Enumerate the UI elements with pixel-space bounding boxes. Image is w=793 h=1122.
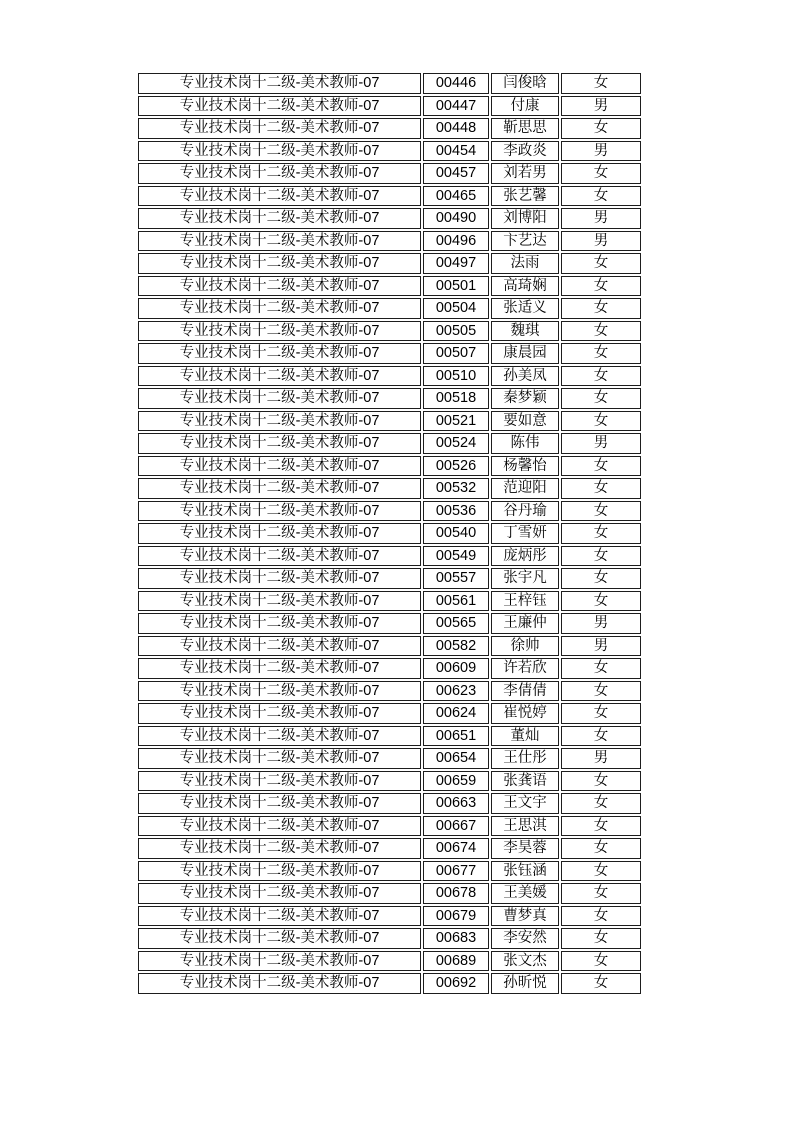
cell-gender: 女 <box>561 523 641 544</box>
cell-position: 专业技术岗十二级-美术教师-07 <box>138 546 421 567</box>
cell-gender: 男 <box>561 141 641 162</box>
cell-gender: 女 <box>561 366 641 387</box>
cell-position: 专业技术岗十二级-美术教师-07 <box>138 636 421 657</box>
cell-number: 00536 <box>423 501 489 522</box>
cell-name: 魏琪 <box>491 321 559 342</box>
cell-gender: 女 <box>561 726 641 747</box>
cell-name: 范迎阳 <box>491 478 559 499</box>
cell-gender: 女 <box>561 658 641 679</box>
cell-position: 专业技术岗十二级-美术教师-07 <box>138 906 421 927</box>
cell-gender: 男 <box>561 96 641 117</box>
table-row <box>138 973 641 994</box>
cell-gender: 女 <box>561 838 641 859</box>
table-row <box>138 433 641 454</box>
cell-position: 专业技术岗十二级-美术教师-07 <box>138 883 421 904</box>
cell-position: 专业技术岗十二级-美术教师-07 <box>138 456 421 477</box>
cell-name: 法雨 <box>491 253 559 274</box>
cell-gender: 女 <box>561 951 641 972</box>
cell-gender: 女 <box>561 906 641 927</box>
cell-number: 00507 <box>423 343 489 364</box>
cell-name: 张龚语 <box>491 771 559 792</box>
cell-number: 00521 <box>423 411 489 432</box>
cell-name: 王廉仲 <box>491 613 559 634</box>
cell-name: 李昊蓉 <box>491 838 559 859</box>
cell-position: 专业技术岗十二级-美术教师-07 <box>138 568 421 589</box>
cell-name: 张宇凡 <box>491 568 559 589</box>
cell-position: 专业技术岗十二级-美术教师-07 <box>138 141 421 162</box>
cell-number: 00623 <box>423 681 489 702</box>
cell-number: 00526 <box>423 456 489 477</box>
cell-position: 专业技术岗十二级-美术教师-07 <box>138 73 421 94</box>
cell-number: 00689 <box>423 951 489 972</box>
cell-name: 李安然 <box>491 928 559 949</box>
cell-name: 王文宇 <box>491 793 559 814</box>
table-row <box>138 253 641 274</box>
cell-number: 00540 <box>423 523 489 544</box>
cell-name: 李倩倩 <box>491 681 559 702</box>
cell-position: 专业技术岗十二级-美术教师-07 <box>138 388 421 409</box>
cell-gender: 女 <box>561 73 641 94</box>
table-row <box>138 366 641 387</box>
cell-number: 00667 <box>423 816 489 837</box>
table-row <box>138 816 641 837</box>
cell-name: 庞炳彤 <box>491 546 559 567</box>
cell-number: 00654 <box>423 748 489 769</box>
table-row <box>138 613 641 634</box>
cell-position: 专业技术岗十二级-美术教师-07 <box>138 771 421 792</box>
cell-position: 专业技术岗十二级-美术教师-07 <box>138 186 421 207</box>
table-row <box>138 726 641 747</box>
cell-gender: 女 <box>561 321 641 342</box>
cell-number: 00565 <box>423 613 489 634</box>
cell-number: 00679 <box>423 906 489 927</box>
table-row <box>138 73 641 94</box>
cell-name: 王梓钰 <box>491 591 559 612</box>
table-row <box>138 591 641 612</box>
table-row <box>138 748 641 769</box>
cell-position: 专业技术岗十二级-美术教师-07 <box>138 478 421 499</box>
cell-position: 专业技术岗十二级-美术教师-07 <box>138 321 421 342</box>
cell-number: 00561 <box>423 591 489 612</box>
table-row <box>138 298 641 319</box>
table-row <box>138 163 641 184</box>
cell-name: 董灿 <box>491 726 559 747</box>
cell-number: 00609 <box>423 658 489 679</box>
cell-number: 00501 <box>423 276 489 297</box>
cell-name: 高琦娴 <box>491 276 559 297</box>
cell-position: 专业技术岗十二级-美术教师-07 <box>138 523 421 544</box>
cell-name: 谷丹瑜 <box>491 501 559 522</box>
cell-number: 00624 <box>423 703 489 724</box>
table-row <box>138 411 641 432</box>
cell-gender: 女 <box>561 118 641 139</box>
cell-gender: 女 <box>561 793 641 814</box>
cell-number: 00532 <box>423 478 489 499</box>
cell-name: 杨馨怡 <box>491 456 559 477</box>
cell-number: 00497 <box>423 253 489 274</box>
cell-gender: 女 <box>561 771 641 792</box>
cell-position: 专业技术岗十二级-美术教师-07 <box>138 838 421 859</box>
cell-position: 专业技术岗十二级-美术教师-07 <box>138 816 421 837</box>
cell-position: 专业技术岗十二级-美术教师-07 <box>138 703 421 724</box>
table-row <box>138 861 641 882</box>
cell-gender: 女 <box>561 591 641 612</box>
table-row <box>138 141 641 162</box>
cell-number: 00448 <box>423 118 489 139</box>
cell-name: 陈伟 <box>491 433 559 454</box>
cell-position: 专业技术岗十二级-美术教师-07 <box>138 433 421 454</box>
cell-number: 00549 <box>423 546 489 567</box>
cell-name: 曹梦真 <box>491 906 559 927</box>
cell-position: 专业技术岗十二级-美术教师-07 <box>138 726 421 747</box>
cell-name: 张艺馨 <box>491 186 559 207</box>
cell-position: 专业技术岗十二级-美术教师-07 <box>138 118 421 139</box>
cell-position: 专业技术岗十二级-美术教师-07 <box>138 613 421 634</box>
cell-name: 刘若男 <box>491 163 559 184</box>
cell-number: 00496 <box>423 231 489 252</box>
cell-position: 专业技术岗十二级-美术教师-07 <box>138 681 421 702</box>
cell-position: 专业技术岗十二级-美术教师-07 <box>138 208 421 229</box>
cell-name: 康晨园 <box>491 343 559 364</box>
table-row <box>138 456 641 477</box>
cell-number: 00457 <box>423 163 489 184</box>
table-row <box>138 546 641 567</box>
cell-gender: 男 <box>561 231 641 252</box>
cell-name: 卞艺达 <box>491 231 559 252</box>
cell-gender: 女 <box>561 928 641 949</box>
table-row <box>138 208 641 229</box>
cell-number: 00447 <box>423 96 489 117</box>
cell-gender: 女 <box>561 681 641 702</box>
cell-number: 00505 <box>423 321 489 342</box>
table-row <box>138 388 641 409</box>
table-row <box>138 906 641 927</box>
table-row <box>138 951 641 972</box>
cell-name: 刘博阳 <box>491 208 559 229</box>
cell-gender: 女 <box>561 501 641 522</box>
cell-number: 00454 <box>423 141 489 162</box>
cell-gender: 女 <box>561 973 641 994</box>
cell-number: 00692 <box>423 973 489 994</box>
cell-name: 王仕彤 <box>491 748 559 769</box>
cell-gender: 女 <box>561 276 641 297</box>
cell-position: 专业技术岗十二级-美术教师-07 <box>138 231 421 252</box>
cell-name: 丁雪妍 <box>491 523 559 544</box>
cell-position: 专业技术岗十二级-美术教师-07 <box>138 411 421 432</box>
cell-gender: 男 <box>561 433 641 454</box>
cell-name: 靳思思 <box>491 118 559 139</box>
cell-gender: 男 <box>561 748 641 769</box>
cell-name: 崔悦婷 <box>491 703 559 724</box>
cell-gender: 女 <box>561 163 641 184</box>
cell-name: 张文杰 <box>491 951 559 972</box>
cell-number: 00674 <box>423 838 489 859</box>
roster-table-body <box>138 73 641 994</box>
cell-gender: 女 <box>561 343 641 364</box>
cell-position: 专业技术岗十二级-美术教师-07 <box>138 748 421 769</box>
cell-position: 专业技术岗十二级-美术教师-07 <box>138 253 421 274</box>
cell-gender: 女 <box>561 861 641 882</box>
cell-number: 00651 <box>423 726 489 747</box>
cell-position: 专业技术岗十二级-美术教师-07 <box>138 343 421 364</box>
cell-name: 王思淇 <box>491 816 559 837</box>
cell-name: 张适义 <box>491 298 559 319</box>
cell-name: 秦梦颖 <box>491 388 559 409</box>
cell-number: 00582 <box>423 636 489 657</box>
table-row <box>138 523 641 544</box>
cell-position: 专业技术岗十二级-美术教师-07 <box>138 163 421 184</box>
table-row <box>138 838 641 859</box>
cell-gender: 女 <box>561 456 641 477</box>
table-row <box>138 928 641 949</box>
cell-gender: 男 <box>561 613 641 634</box>
cell-number: 00510 <box>423 366 489 387</box>
cell-gender: 男 <box>561 636 641 657</box>
roster-table <box>136 71 643 996</box>
cell-position: 专业技术岗十二级-美术教师-07 <box>138 928 421 949</box>
cell-gender: 女 <box>561 816 641 837</box>
cell-number: 00446 <box>423 73 489 94</box>
table-row <box>138 501 641 522</box>
cell-name: 要如意 <box>491 411 559 432</box>
cell-gender: 女 <box>561 388 641 409</box>
table-row <box>138 681 641 702</box>
cell-number: 00504 <box>423 298 489 319</box>
cell-name: 王美媛 <box>491 883 559 904</box>
table-row <box>138 883 641 904</box>
cell-position: 专业技术岗十二级-美术教师-07 <box>138 591 421 612</box>
table-row <box>138 276 641 297</box>
cell-name: 徐帅 <box>491 636 559 657</box>
cell-number: 00518 <box>423 388 489 409</box>
table-row <box>138 703 641 724</box>
table-row <box>138 568 641 589</box>
cell-number: 00465 <box>423 186 489 207</box>
cell-position: 专业技术岗十二级-美术教师-07 <box>138 276 421 297</box>
cell-position: 专业技术岗十二级-美术教师-07 <box>138 366 421 387</box>
table-row <box>138 658 641 679</box>
cell-position: 专业技术岗十二级-美术教师-07 <box>138 951 421 972</box>
table-row <box>138 321 641 342</box>
cell-position: 专业技术岗十二级-美术教师-07 <box>138 793 421 814</box>
cell-gender: 女 <box>561 883 641 904</box>
table-row <box>138 231 641 252</box>
cell-name: 闫俊晗 <box>491 73 559 94</box>
cell-gender: 男 <box>561 208 641 229</box>
cell-gender: 女 <box>561 186 641 207</box>
cell-gender: 女 <box>561 411 641 432</box>
cell-position: 专业技术岗十二级-美术教师-07 <box>138 96 421 117</box>
cell-number: 00678 <box>423 883 489 904</box>
cell-number: 00490 <box>423 208 489 229</box>
table-row <box>138 186 641 207</box>
cell-name: 李政炎 <box>491 141 559 162</box>
cell-gender: 女 <box>561 478 641 499</box>
cell-name: 许若欣 <box>491 658 559 679</box>
cell-position: 专业技术岗十二级-美术教师-07 <box>138 973 421 994</box>
cell-position: 专业技术岗十二级-美术教师-07 <box>138 861 421 882</box>
table-row <box>138 478 641 499</box>
cell-gender: 女 <box>561 703 641 724</box>
cell-number: 00677 <box>423 861 489 882</box>
table-row <box>138 118 641 139</box>
cell-gender: 女 <box>561 546 641 567</box>
cell-number: 00524 <box>423 433 489 454</box>
table-row <box>138 96 641 117</box>
cell-position: 专业技术岗十二级-美术教师-07 <box>138 658 421 679</box>
cell-name: 孙昕悦 <box>491 973 559 994</box>
cell-number: 00683 <box>423 928 489 949</box>
cell-position: 专业技术岗十二级-美术教师-07 <box>138 501 421 522</box>
table-row <box>138 636 641 657</box>
cell-position: 专业技术岗十二级-美术教师-07 <box>138 298 421 319</box>
table-row <box>138 793 641 814</box>
cell-gender: 女 <box>561 298 641 319</box>
table-row <box>138 343 641 364</box>
cell-number: 00557 <box>423 568 489 589</box>
cell-number: 00663 <box>423 793 489 814</box>
cell-gender: 女 <box>561 253 641 274</box>
cell-name: 付康 <box>491 96 559 117</box>
cell-name: 张钰涵 <box>491 861 559 882</box>
table-row <box>138 771 641 792</box>
cell-gender: 女 <box>561 568 641 589</box>
cell-number: 00659 <box>423 771 489 792</box>
cell-name: 孙美凤 <box>491 366 559 387</box>
